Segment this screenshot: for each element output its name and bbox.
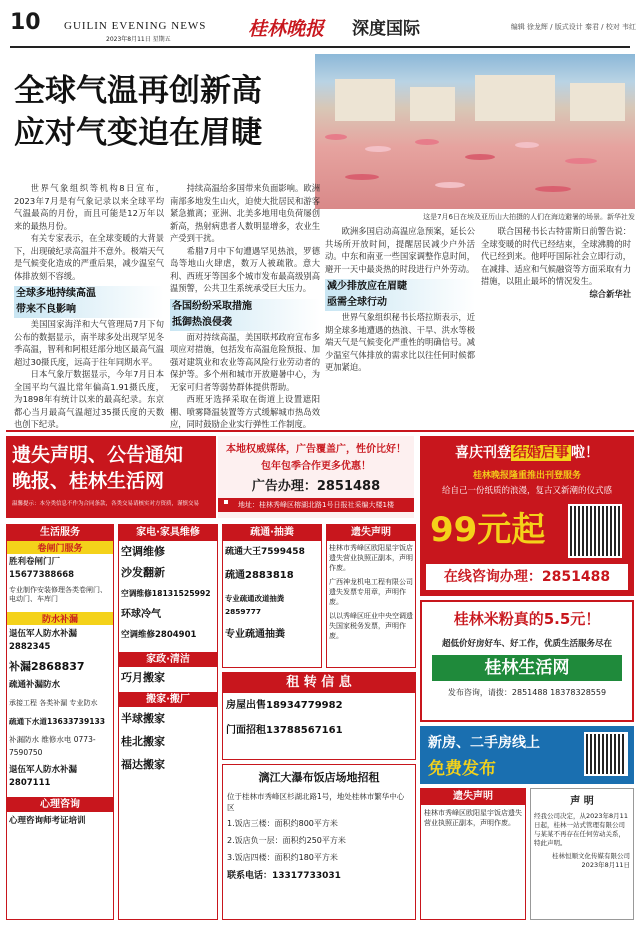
- wedding-sub: 桂林晚报隆重推出刊登服务: [472, 471, 581, 481]
- paper-name: GUILIN EVENING NEWS: [64, 20, 207, 32]
- repair-services-column: 家电·家具维修 空调维修 沙发翻新 空调维修18131525992 环球冷气 空调维修2804901 家政·清洁 巧月搬家 搬家·搬厂 半球搬家 桂北搬家 福达搬家: [118, 524, 218, 920]
- wedding-desc: 给自己一份纸质的浪漫，复古又新潮的仪式感: [441, 486, 612, 496]
- paragraph: 联合国秘书长古特雷斯日前警告说：全球变暖的时代已经结束，全球沸腾的时代已经到来。他呼吁国际社会立即行动，在减排、适应和气候融资等方面采取有力措施，以阻止最坏的情况发生。: [481, 226, 631, 286]
- wedding-phone: 在线咨询办理：2851488: [426, 564, 628, 590]
- section-title: 深度国际: [352, 19, 420, 39]
- ad-banner-mid: 本地权威媒体，广告覆盖广，性价比好！ 包年包季合作更多优惠！ 广告办理：2851488 地址：桂林秀峰区榕湖北路1号日报社采编大楼1楼: [218, 436, 414, 518]
- headline-line-2: 应对气变迫在眉睫: [14, 115, 262, 151]
- article-column-3: [325, 225, 475, 422]
- paragraph: 面对持续高温，美国联邦政府宣布多项应对措施，包括发布高温危险预报、加强对建筑业和农业等高风险行业劳动者的保护等。多个州和城市开放避暑中心，为无家可归者等弱势群体提供帮助。: [170, 331, 320, 392]
- subhead: 全球多地持续高温 带来不良影响: [14, 286, 164, 318]
- wedding-price: 99元起: [430, 510, 546, 550]
- paragraph: 欧洲多国启动高温应急预案，延长公共场所开放时间，提醒居民减少户外活动。中东和南亚一些国家调整作息时间，避开一天中最炎热的时段进行户外劳动。: [325, 226, 475, 274]
- beach-photo: [315, 54, 635, 209]
- photo-caption: 这是7月6日在埃及亚历山大拍摄的人们在海边避暑的场景。新华社发: [423, 213, 635, 221]
- wedding-ad: [420, 436, 634, 596]
- issue-date: 2023年8月11日 星期五: [106, 36, 171, 43]
- paragraph: 有关专家表示，在全球变暖的大背景下，出现破纪录高温并不意外。极端天气是气候变化造成的严重后果，减少温室气体排放刻不容缓。: [14, 233, 164, 281]
- qr-code-hidden: [224, 500, 228, 504]
- wedding-headline: 喜庆刊登 结婚启事 啦！: [455, 445, 599, 461]
- paragraph: 持续高温给多国带来负面影响。欧洲南部多地发生山火，迫使大批居民和游客紧急撤离；亚洲、北美多地用电负荷屡创新高，热射病患者人数明显增多，农业生产受到干扰。: [170, 183, 320, 243]
- paragraph: 世界气象组织秘书长塔拉斯表示，近期全球多地遭遇的热浪、干旱、洪水等极端天气是气候变化严重性的明确信号。减少温室气体排放的需求比以往任何时候都更加紧迫。: [325, 312, 475, 372]
- page-number: 10: [10, 10, 41, 35]
- article-column-4: [481, 225, 631, 422]
- lost-statement-2: 遗失声明 桂林市秀峰区欧阳星宇饭店遗失营业执照正副本，声明作废。: [420, 788, 526, 920]
- ad-banner-left: 遗失声明、公告通知 晚报、桂林生活网 温馨提示：本分类信息不作为合同条款，各类交易请核实对方资质，谨慎交易: [6, 436, 216, 518]
- headline-line-1: 全球气温再创新高: [14, 73, 262, 109]
- header-rule: [10, 46, 630, 48]
- life-services-column: 生活服务 卷闸门服务 胜利卷闸门厂15677388668 专业制作安装修理各类卷闸门、电动门、车库门 防水补漏 退伍军人防水补漏2882345 补漏2868837 疏通补漏防水 承接工程 各类补漏 专业防水 疏通下水道13633739133 补漏防水 维修水电 0773-7590750 退伍军人防水补漏2807111 心理咨询 心理咨询师考证培训: [6, 524, 114, 920]
- ad-divider: [6, 430, 634, 432]
- newspaper-logo: 桂林晚报: [248, 18, 325, 40]
- article-column-1: [14, 182, 164, 429]
- company-statement: 声 明 经我公司决定，从2023年8月11日起，桂林一站式管理有限公司与某某不再存在任何劳动关系，特此声明。 桂林恒顺文化传媒有限公司 2023年8月11日: [530, 788, 634, 920]
- article-column-2: [170, 182, 320, 429]
- rent-section: 租 转 信 息 房屋出售18934779982 门面招租13788567161: [222, 672, 416, 760]
- paragraph: 世界气象组织等机构8日宣布，2023年7月是有气象记录以来全球平均气温最高的月份，而且可能是12万年以来的最热月份。: [14, 183, 164, 231]
- free-qr-code: [584, 732, 628, 776]
- paragraph: 西班牙选择采取在街道上设置遮阳棚、喷雾降温装置等方式缓解城市热岛效应，同时鼓励企业实行弹性工作制度。: [170, 394, 320, 429]
- paragraph: 希腊7月中下旬遭遇罕见热浪，罗德岛等地山火肆虐，数万人被疏散。意大利、西班牙等国多个城市发布最高级别高温预警，公共卫生系统承受巨大压力。: [170, 245, 320, 293]
- subhead: 各国纷纷采取措施 抵御热浪侵袭: [170, 299, 320, 331]
- byline: 综合新华社: [589, 288, 631, 299]
- rice-noodle-ad: 桂林米粉真的5.5元！ 超低价好房好车、好工作，优质生活服务尽在 桂林生活网 发布咨询，请拨：2851488 18378328559: [420, 600, 634, 722]
- free-listing-ad: 新房、二手房线上 免费发布: [420, 726, 634, 784]
- lost-notices-column: 遗失声明 桂林市秀峰区欧阳星宇饭店遗失营业执照正副本，声明作废。 广西神龙机电工程有限公司遗失发票专用章，声明作废。 以以秀峰区旺业中央空调遗失国家税务发票，声明作废。: [326, 524, 416, 668]
- hotel-rental-ad: 漓江大瀑布饭店场地招租 位于桂林市秀峰区杉湖北路1号，地处桂林市繁华中心区 1.饭店三楼：面积约800平方米 2.饭店负一层：面积约250平方米 3.饭店四楼：面积约180平方米 联系电话：13317733031: [222, 764, 416, 920]
- drain-services-column: 疏通·抽粪 疏通大王7599458 疏通2883818 专业疏通改道抽粪2859777 专业疏通抽粪: [222, 524, 322, 668]
- editor-credit: 编辑 徐龙辉 / 版式设计 秦君 / 校对 韦红: [510, 23, 636, 31]
- subhead: 减少排放应在眉睫 亟需全球行动: [325, 279, 475, 311]
- paragraph: 美国国家海洋和大气管理局7月下旬公布的数据显示，南半球多处出现罕见冬季高温，智利和阿根廷部分地区最高气温超过30摄氏度，远高于往年同期水平。: [14, 319, 164, 367]
- headline: [14, 70, 310, 154]
- wedding-qr-code: [568, 504, 622, 558]
- paragraph: 日本气象厅数据显示，今年7月日本全国平均气温比常年偏高1.91摄氏度，为1898年有统计以来的最高纪录。东京都心当月最高气温超过35摄氏度的天数也创下纪录。: [14, 369, 164, 429]
